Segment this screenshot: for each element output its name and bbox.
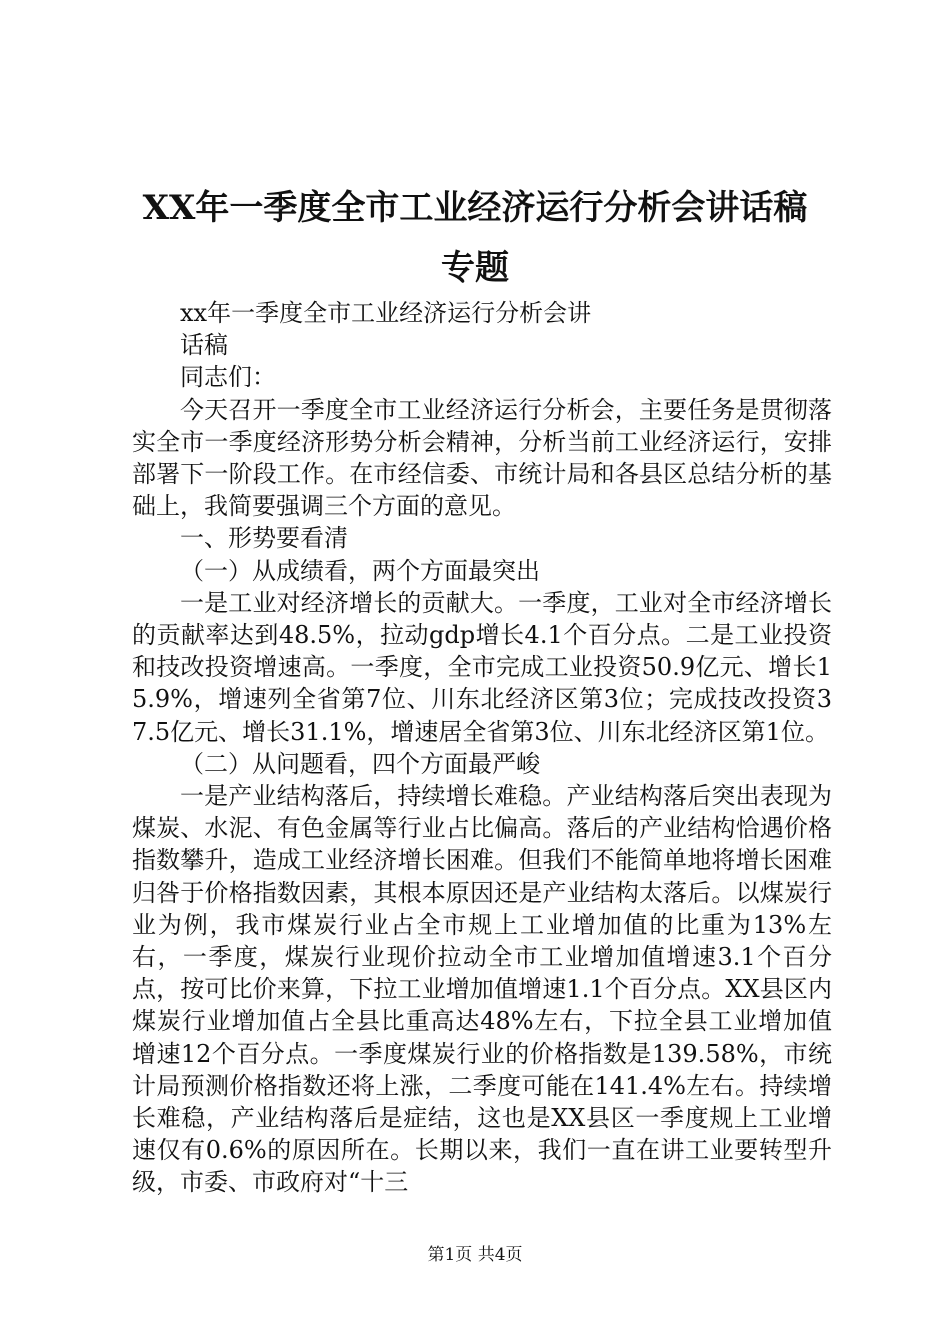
document-body: [132, 297, 832, 1199]
document-title-line-1: XX年一季度全市工业经济运行分析会讲话稿: [142, 188, 808, 228]
salutation: 同志们：: [180, 363, 276, 392]
subsection-heading-1: （一）从成绩看，两个方面最突出: [180, 556, 540, 585]
document-title-line-2: 专题: [441, 248, 509, 288]
subtitle-line-2: 话稿: [180, 331, 228, 360]
paragraph-achievements: 一是工业对经济增长的贡献大。一季度，工业对全市经济增长的贡献率达到48.5%，拉动gdp增长4.1个百分点。二是工业投资和技改投资增速高。一季度，全市完成工业投资50.9亿元、增长15.9%，增速列全省第7位、川东北经济区第3位；完成技改投资37.5亿元、增长31.1%，增速居全省第3位、川东北经济区第1位。: [132, 588, 832, 746]
subsection-heading-2: （二）从问题看，四个方面最严峻: [180, 749, 540, 778]
paragraph-intro: 今天召开一季度全市工业经济运行分析会，主要任务是贯彻落实全市一季度经济形势分析会精神，分析当前工业经济运行，安排部署下一阶段工作。在市经信委、市统计局和各县区总结分析的基础上，我简要强调三个方面的意见。: [132, 395, 832, 521]
paragraph-problems: 一是产业结构落后，持续增长难稳。产业结构落后突出表现为煤炭、水泥、有色金属等行业占比偏高。落后的产业结构恰遇价格指数攀升，造成工业经济增长困难。但我们不能简单地将增长困难归咎于价格指数因素，其根本原因还是产业结构太落后。以煤炭行业为例，我市煤炭行业占全市规上工业增加值的比重为13%左右，一季度，煤炭行业现价拉动全市工业增加值增速3.1个百分点，按可比价来算，下拉工业增加值增速1.1个百分点。XX县区内煤炭行业增加值占全县比重高达48%左右，下拉全县工业增加值增速12个百分点。一季度煤炭行业的价格指数是139.58%，市统计局预测价格指数还将上涨，二季度可能在141.4%左右。持续增长难稳，产业结构落后是症结，这也是XX县区一季度规上工业增速仅有0.6%的原因所在。长期以来，我们一直在讲工业要转型升级，市委、市政府对“十三: [132, 782, 832, 1197]
section-heading-1: 一、形势要看清: [180, 524, 348, 553]
page-footer: 第1页 共4页: [427, 1245, 523, 1265]
subtitle-line-1: xx年一季度全市工业经济运行分析会讲: [180, 299, 592, 327]
